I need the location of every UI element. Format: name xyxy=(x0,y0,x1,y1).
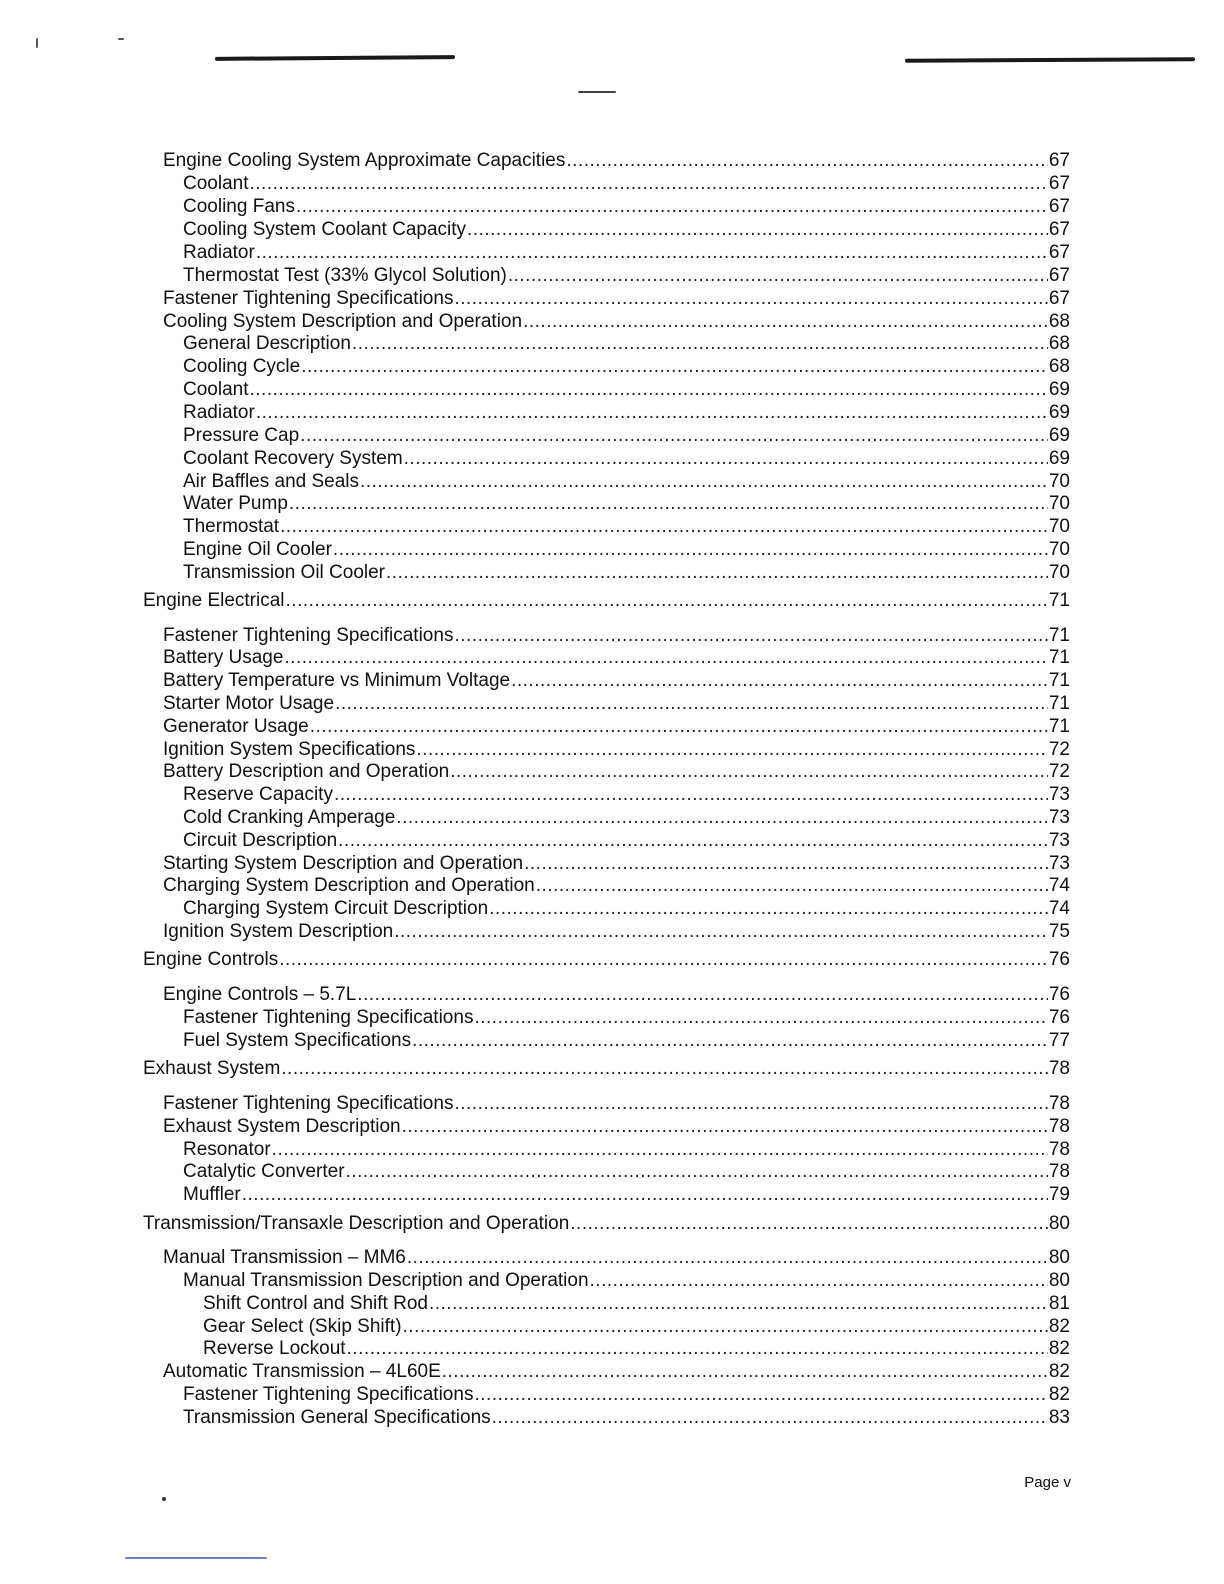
dot-leader xyxy=(280,515,1048,538)
toc-entry-page: 68 xyxy=(1048,356,1070,377)
toc-entry[interactable] xyxy=(143,948,1070,971)
toc-entry-title: Cooling Cycle xyxy=(183,356,301,377)
dot-leader xyxy=(474,1383,1047,1406)
toc-entry-title: Exhaust System Description xyxy=(163,1116,401,1137)
toc-entry-title: Engine Controls xyxy=(143,949,279,970)
toc-entry-page: 78 xyxy=(1048,1058,1070,1079)
dot-leader xyxy=(284,646,1047,669)
toc-entry-title: Fastener Tightening Specifications xyxy=(183,1384,474,1405)
toc-entry-title: Water Pump xyxy=(183,493,288,514)
toc-entry-title: Manual Transmission – MM6 xyxy=(163,1247,406,1268)
dot-leader xyxy=(352,332,1048,355)
toc-entry-title: Starting System Description and Operation xyxy=(163,853,524,874)
toc-entry-page: 69 xyxy=(1048,402,1070,423)
toc-entry[interactable] xyxy=(163,287,1070,310)
dot-leader xyxy=(492,1406,1048,1429)
dot-leader xyxy=(454,287,1047,310)
toc-entry-title: Shift Control and Shift Rod xyxy=(203,1293,428,1314)
toc-entry-title: Ignition System Specifications xyxy=(163,739,416,760)
toc-entry[interactable] xyxy=(163,310,1070,333)
toc-entry[interactable] xyxy=(183,355,1070,378)
dot-leader xyxy=(272,1138,1048,1161)
page-number: Page v xyxy=(1024,1474,1071,1491)
dot-leader xyxy=(360,470,1048,493)
toc-entry[interactable] xyxy=(183,264,1070,287)
toc-entry-page: 71 xyxy=(1048,625,1070,646)
dot-leader xyxy=(335,692,1048,715)
toc-entry-title: Transmission General Specifications xyxy=(183,1407,491,1428)
toc-entry[interactable] xyxy=(163,1092,1070,1115)
toc-entry[interactable] xyxy=(163,646,1070,669)
toc-entry-title: Manual Transmission Description and Operation xyxy=(183,1270,589,1291)
toc-entry-title: Engine Oil Cooler xyxy=(183,539,332,560)
toc-entry-title: Pressure Cap xyxy=(183,425,300,446)
toc-entry[interactable] xyxy=(183,1269,1070,1292)
toc-entry[interactable] xyxy=(163,1360,1070,1383)
dot-leader xyxy=(310,715,1048,738)
dot-leader xyxy=(511,669,1048,692)
toc-entry-title: Coolant xyxy=(183,173,249,194)
toc-entry[interactable] xyxy=(163,852,1070,875)
dot-leader xyxy=(301,355,1048,378)
toc-entry-page: 80 xyxy=(1048,1270,1070,1291)
dot-leader xyxy=(242,1183,1048,1206)
toc-entry-title: Cooling System Coolant Capacity xyxy=(183,219,467,240)
toc-entry-page: 82 xyxy=(1048,1361,1070,1382)
toc-entry[interactable] xyxy=(183,806,1070,829)
toc-entry[interactable] xyxy=(163,692,1070,715)
toc-entry-title: Battery Temperature vs Minimum Voltage xyxy=(163,670,511,691)
toc-entry-title: Charging System Description and Operation xyxy=(163,875,535,896)
toc-entry-page: 67 xyxy=(1048,288,1070,309)
toc-entry-page: 82 xyxy=(1048,1316,1070,1337)
dot-leader xyxy=(346,1160,1048,1183)
toc-entry[interactable] xyxy=(183,447,1070,470)
toc-entry[interactable] xyxy=(183,401,1070,424)
dot-leader xyxy=(300,424,1048,447)
toc-entry[interactable] xyxy=(183,1006,1070,1029)
toc-entry-title: Cooling System Description and Operation xyxy=(163,311,523,332)
toc-entry-page: 78 xyxy=(1048,1139,1070,1160)
toc-entry-page: 80 xyxy=(1048,1213,1070,1234)
toc-entry[interactable] xyxy=(203,1292,1070,1315)
toc-entry[interactable] xyxy=(183,1406,1070,1429)
toc-entry[interactable] xyxy=(183,172,1070,195)
toc-entry-page: 69 xyxy=(1048,448,1070,469)
toc-entry[interactable] xyxy=(163,983,1070,1006)
toc-entry[interactable] xyxy=(163,760,1070,783)
toc-entry-page: 76 xyxy=(1048,949,1070,970)
toc-entry-page: 74 xyxy=(1048,898,1070,919)
toc-entry-page: 70 xyxy=(1048,539,1070,560)
dot-leader xyxy=(412,1029,1048,1052)
toc-entry[interactable] xyxy=(183,1160,1070,1183)
toc-entry-title: Automatic Transmission – 4L60E xyxy=(163,1361,441,1382)
toc-entry-title: Exhaust System xyxy=(143,1058,281,1079)
toc-entry-title: Charging System Circuit Description xyxy=(183,898,489,919)
dot-leader xyxy=(429,1292,1048,1315)
toc-entry-title: Ignition System Description xyxy=(163,921,394,942)
toc-entry[interactable] xyxy=(183,378,1070,401)
toc-entry-page: 71 xyxy=(1048,670,1070,691)
dot-leader xyxy=(256,241,1048,264)
toc-entry-title: Coolant Recovery System xyxy=(183,448,403,469)
dot-leader xyxy=(536,874,1048,897)
dot-leader xyxy=(403,1315,1048,1338)
toc-entry-title: Gear Select (Skip Shift) xyxy=(203,1316,402,1337)
toc-entry-page: 78 xyxy=(1048,1093,1070,1114)
toc-entry-page: 73 xyxy=(1048,807,1070,828)
toc-entry[interactable] xyxy=(203,1315,1070,1338)
toc-entry-page: 70 xyxy=(1048,562,1070,583)
toc-entry[interactable] xyxy=(183,332,1070,355)
toc-entry[interactable] xyxy=(163,624,1070,647)
toc-entry-title: Coolant xyxy=(183,379,249,400)
dot-leader xyxy=(523,310,1048,333)
toc-entry-title: Engine Cooling System Approximate Capacities xyxy=(163,150,566,171)
toc-entry-page: 73 xyxy=(1048,830,1070,851)
scan-artifact-line-left xyxy=(215,55,455,61)
dot-leader xyxy=(474,1006,1047,1029)
toc-entry-title: General Description xyxy=(183,333,351,354)
toc-entry-page: 69 xyxy=(1048,425,1070,446)
toc-entry-page: 70 xyxy=(1048,471,1070,492)
toc-entry-page: 81 xyxy=(1048,1293,1070,1314)
toc-entry-page: 76 xyxy=(1048,984,1070,1005)
toc-entry-title: Fuel System Specifications xyxy=(183,1030,412,1051)
toc-entry-title: Cold Cranking Amperage xyxy=(183,807,396,828)
toc-entry-title: Reverse Lockout xyxy=(203,1338,346,1359)
toc-entry-page: 76 xyxy=(1048,1007,1070,1028)
toc-entry[interactable] xyxy=(163,1115,1070,1138)
toc-entry-title: Fastener Tightening Specifications xyxy=(163,288,454,309)
toc-entry-page: 74 xyxy=(1048,875,1070,896)
toc-entry-title: Resonator xyxy=(183,1139,271,1160)
toc-entry-page: 82 xyxy=(1048,1338,1070,1359)
toc-entry-page: 70 xyxy=(1048,516,1070,537)
toc-entry-page: 67 xyxy=(1048,242,1070,263)
toc-entry-title: Engine Electrical xyxy=(143,590,285,611)
toc-entry[interactable] xyxy=(183,1138,1070,1161)
dot-leader xyxy=(489,897,1048,920)
toc-entry[interactable] xyxy=(183,1029,1070,1052)
toc-entry-title: Fastener Tightening Specifications xyxy=(163,625,454,646)
toc-entry-title: Air Baffles and Seals xyxy=(183,471,360,492)
scan-artifact-line-right xyxy=(905,57,1195,63)
scan-artifact-dot xyxy=(162,1497,166,1501)
toc-entry[interactable] xyxy=(163,1246,1070,1269)
dot-leader xyxy=(250,378,1048,401)
dot-leader xyxy=(386,561,1048,584)
toc-entry-title: Radiator xyxy=(183,242,255,263)
dot-leader xyxy=(454,1092,1047,1115)
toc-entry-page: 68 xyxy=(1048,333,1070,354)
toc-entry-page: 73 xyxy=(1048,853,1070,874)
toc-entry-title: Reserve Capacity xyxy=(183,784,333,805)
toc-entry-page: 79 xyxy=(1048,1184,1070,1205)
toc-entry-title: Fastener Tightening Specifications xyxy=(163,1093,454,1114)
toc-entry-page: 67 xyxy=(1048,219,1070,240)
toc-entry-title: Fastener Tightening Specifications xyxy=(183,1007,474,1028)
toc-entry[interactable] xyxy=(183,492,1070,515)
dot-leader xyxy=(289,492,1048,515)
toc-entry-title: Circuit Description xyxy=(183,830,338,851)
dot-leader xyxy=(338,829,1048,852)
dot-leader xyxy=(286,589,1048,612)
toc-entry-title: Muffler xyxy=(183,1184,241,1205)
toc-entry-title: Transmission/Transaxle Description and Operation xyxy=(143,1213,570,1234)
toc-entry-page: 67 xyxy=(1048,196,1070,217)
scan-artifact-underline xyxy=(125,1557,267,1559)
toc-entry-page: 70 xyxy=(1048,493,1070,514)
toc-entry-title: Thermostat Test (33% Glycol Solution) xyxy=(183,265,507,286)
toc-entry-title: Engine Controls – 5.7L xyxy=(163,984,357,1005)
toc-entry-page: 67 xyxy=(1048,265,1070,286)
toc-entry-title: Starter Motor Usage xyxy=(163,693,335,714)
toc-entry-title: Radiator xyxy=(183,402,255,423)
dot-leader xyxy=(566,149,1047,172)
toc-entry-title: Transmission Oil Cooler xyxy=(183,562,386,583)
toc-entry-page: 72 xyxy=(1048,739,1070,760)
toc-entry-title: Battery Usage xyxy=(163,647,284,668)
toc-entry[interactable] xyxy=(183,1183,1070,1206)
toc-entry[interactable] xyxy=(183,783,1070,806)
toc-entry-page: 67 xyxy=(1048,173,1070,194)
toc-entry-page: 72 xyxy=(1048,761,1070,782)
toc-entry-page: 82 xyxy=(1048,1384,1070,1405)
dot-leader xyxy=(508,264,1048,287)
toc-entry[interactable] xyxy=(183,241,1070,264)
scan-artifact-mark xyxy=(578,91,616,93)
toc-entry-page: 73 xyxy=(1048,784,1070,805)
toc-entry-title: Generator Usage xyxy=(163,716,309,737)
toc-entry[interactable] xyxy=(203,1337,1070,1360)
toc-entry-title: Catalytic Converter xyxy=(183,1161,345,1182)
toc-entry[interactable] xyxy=(183,195,1070,218)
dot-leader xyxy=(402,1115,1048,1138)
dot-leader xyxy=(333,538,1048,561)
dot-leader xyxy=(281,1057,1048,1080)
dot-leader xyxy=(256,401,1048,424)
toc-entry-page: 75 xyxy=(1048,921,1070,942)
toc-entry[interactable] xyxy=(183,538,1070,561)
dot-leader xyxy=(250,172,1048,195)
toc-entry-page: 71 xyxy=(1048,590,1070,611)
scan-artifact-tick xyxy=(36,38,38,48)
toc-entry[interactable] xyxy=(163,669,1070,692)
dot-leader xyxy=(454,624,1047,647)
toc-entry-page: 69 xyxy=(1048,379,1070,400)
toc-entry-page: 77 xyxy=(1048,1030,1070,1051)
toc-entry[interactable] xyxy=(143,1212,1070,1235)
toc-entry[interactable] xyxy=(183,829,1070,852)
dot-leader xyxy=(347,1337,1048,1360)
toc-entry-page: 80 xyxy=(1048,1247,1070,1268)
dot-leader xyxy=(279,948,1048,971)
toc-entry[interactable] xyxy=(183,561,1070,584)
dot-leader xyxy=(416,738,1047,761)
toc-entry[interactable] xyxy=(163,920,1070,943)
dot-leader xyxy=(296,195,1048,218)
toc-entry-page: 78 xyxy=(1048,1161,1070,1182)
dot-leader xyxy=(396,806,1048,829)
toc-entry[interactable] xyxy=(183,515,1070,538)
dot-leader xyxy=(467,218,1048,241)
toc-entry-page: 71 xyxy=(1048,716,1070,737)
dot-leader xyxy=(404,447,1048,470)
scan-artifact-tick xyxy=(118,38,124,40)
toc-entry[interactable] xyxy=(183,1383,1070,1406)
toc-entry[interactable] xyxy=(183,470,1070,493)
dot-leader xyxy=(450,760,1048,783)
toc-entry[interactable] xyxy=(183,218,1070,241)
toc-entry-page: 71 xyxy=(1048,647,1070,668)
dot-leader xyxy=(357,983,1048,1006)
dot-leader xyxy=(590,1269,1048,1292)
dot-leader xyxy=(334,783,1048,806)
toc-entry[interactable] xyxy=(163,149,1070,172)
toc-entry-title: Thermostat xyxy=(183,516,280,537)
toc-entry[interactable] xyxy=(163,738,1070,761)
dot-leader xyxy=(394,920,1048,943)
toc-entry[interactable] xyxy=(183,424,1070,447)
toc-entry-page: 78 xyxy=(1048,1116,1070,1137)
toc-entry[interactable] xyxy=(163,874,1070,897)
toc-entry-title: Battery Description and Operation xyxy=(163,761,450,782)
toc-entry-page: 68 xyxy=(1048,311,1070,332)
dot-leader xyxy=(442,1360,1048,1383)
dot-leader xyxy=(524,852,1048,875)
toc-entry-page: 67 xyxy=(1048,150,1070,171)
toc-entry[interactable] xyxy=(163,715,1070,738)
toc-entry-title: Cooling Fans xyxy=(183,196,295,217)
toc-entry-page: 71 xyxy=(1048,693,1070,714)
toc-entry-page: 83 xyxy=(1048,1407,1070,1428)
toc-entry[interactable] xyxy=(183,897,1070,920)
dot-leader xyxy=(407,1246,1048,1269)
dot-leader xyxy=(570,1212,1048,1235)
toc-entry[interactable] xyxy=(143,1057,1070,1080)
toc-entry[interactable] xyxy=(143,589,1070,612)
